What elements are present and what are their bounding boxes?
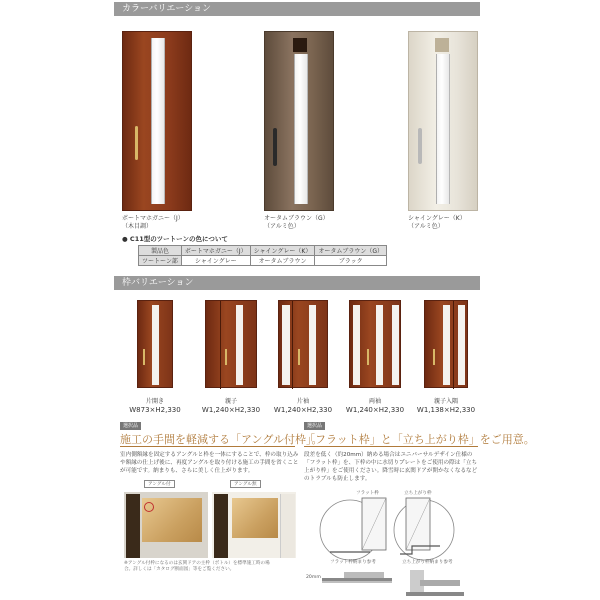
- frame-door-2: [205, 300, 257, 388]
- caption-flat: フラット枠納まり参考: [330, 560, 376, 565]
- twotone-row-2: オータムブラウン: [250, 256, 315, 266]
- frame-dim-4: W1,240×H2,330: [345, 406, 405, 414]
- frame-door-4: [349, 300, 401, 388]
- label-angle-without: アングル無: [230, 480, 261, 488]
- frame-kind-2: 親子: [224, 398, 237, 405]
- twotone-table: [138, 245, 387, 266]
- twotone-row-3: ブラック: [315, 256, 387, 266]
- section-title-frame: 枠バリエーション: [114, 276, 480, 290]
- raised-section-detail: [406, 570, 464, 596]
- label-angle-with: アングル付: [144, 480, 175, 488]
- frame-diagrams: [300, 496, 480, 600]
- color-label-3: シャイングレー（K）: [408, 215, 466, 222]
- right-tag: 選択品: [304, 422, 325, 430]
- flat-frame-diagram: [320, 498, 386, 560]
- frame-dim-2: W1,240×H2,330: [201, 406, 261, 414]
- frame-kind-1: 片開き: [145, 398, 164, 405]
- twotone-row-1: シャイングレー: [181, 256, 250, 266]
- frame-kind-4: 両袖: [368, 398, 381, 405]
- left-body: 室内側額縁を固定するアングルと枠を一体にすることで、枠の取り込みや額縁の仕上げ後に、再度アングルを取り付ける施工の手間を省くことが可能です。納まりも、さらに美しく仕上がります。: [120, 452, 299, 474]
- color-label-1: ボートマホガニー（J）: [122, 215, 184, 222]
- twotone-header-2: シャイングレー（K）: [250, 246, 315, 256]
- color-sub-2: （アルミ色）: [264, 223, 300, 230]
- frame-door-1: [137, 300, 173, 388]
- label-raised-frame: 立ち上がり枠: [404, 491, 432, 496]
- twotone-header-1: ボートマホガニー（J）: [181, 246, 250, 256]
- twotone-row-0: ツートーン部: [139, 256, 182, 266]
- right-headline: 「フラット枠」と「立ち上がり枠」をご用意。: [304, 433, 535, 446]
- angle-photo-with: [124, 492, 208, 558]
- frame-kind-3: 片袖: [296, 398, 309, 405]
- dim-20mm: 20mm: [306, 575, 321, 580]
- angle-photo-without: [212, 492, 296, 558]
- raised-frame-diagram: [394, 498, 454, 560]
- left-divider: [120, 446, 295, 447]
- label-flat-frame: フラット枠: [356, 491, 379, 496]
- color-label-2: オータムブラウン（G）: [264, 215, 329, 222]
- left-note: ※アングル付枠になるのは玄関ドアの主枠（ボトル）を標準施工時の場合。詳しくは「カタログ断面図」等をご覧ください。: [124, 561, 270, 572]
- frame-door-5: [424, 300, 468, 388]
- door-autumn-brown: [264, 31, 334, 211]
- frame-dim-3: W1,240×H2,330: [273, 406, 333, 414]
- frame-kind-5: 親子入隅: [433, 398, 458, 405]
- section-title-color: カラーバリエーション: [114, 2, 480, 16]
- left-headline: 施工の手間を軽減する「アングル付枠」。: [120, 433, 323, 446]
- frame-dim-1: W873×H2,330: [129, 406, 181, 414]
- color-sub-3: （アルミ色）: [408, 223, 444, 230]
- flat-section-detail: [322, 572, 392, 582]
- twotone-header-0: 製品色: [139, 246, 182, 256]
- left-tag: 選択品: [120, 422, 141, 430]
- right-divider: [304, 446, 478, 447]
- frame-dim-5: W1,138×H2,330: [416, 406, 476, 414]
- twotone-title: ● C11型のツートーンの色について: [122, 235, 228, 243]
- door-mahogany: [122, 31, 192, 211]
- color-sub-1: （木目調）: [122, 223, 153, 230]
- door-shine-gray: [408, 31, 478, 211]
- right-body: 段差を低く（約20mm）納める場合はユニバーサルデザイン仕様の「フラット枠」を、下枠の中に水切りプレートをご使用の際は「立ち上がり枠」をご使用ください。降雪時に玄関ドアが開かなくなるなどのトラブルも防止します。: [304, 452, 478, 482]
- frame-door-3: [278, 300, 328, 388]
- caption-raised: 立ち上がり枠納まり参考: [402, 560, 453, 565]
- twotone-header-3: オータムブラウン（G）: [315, 246, 387, 256]
